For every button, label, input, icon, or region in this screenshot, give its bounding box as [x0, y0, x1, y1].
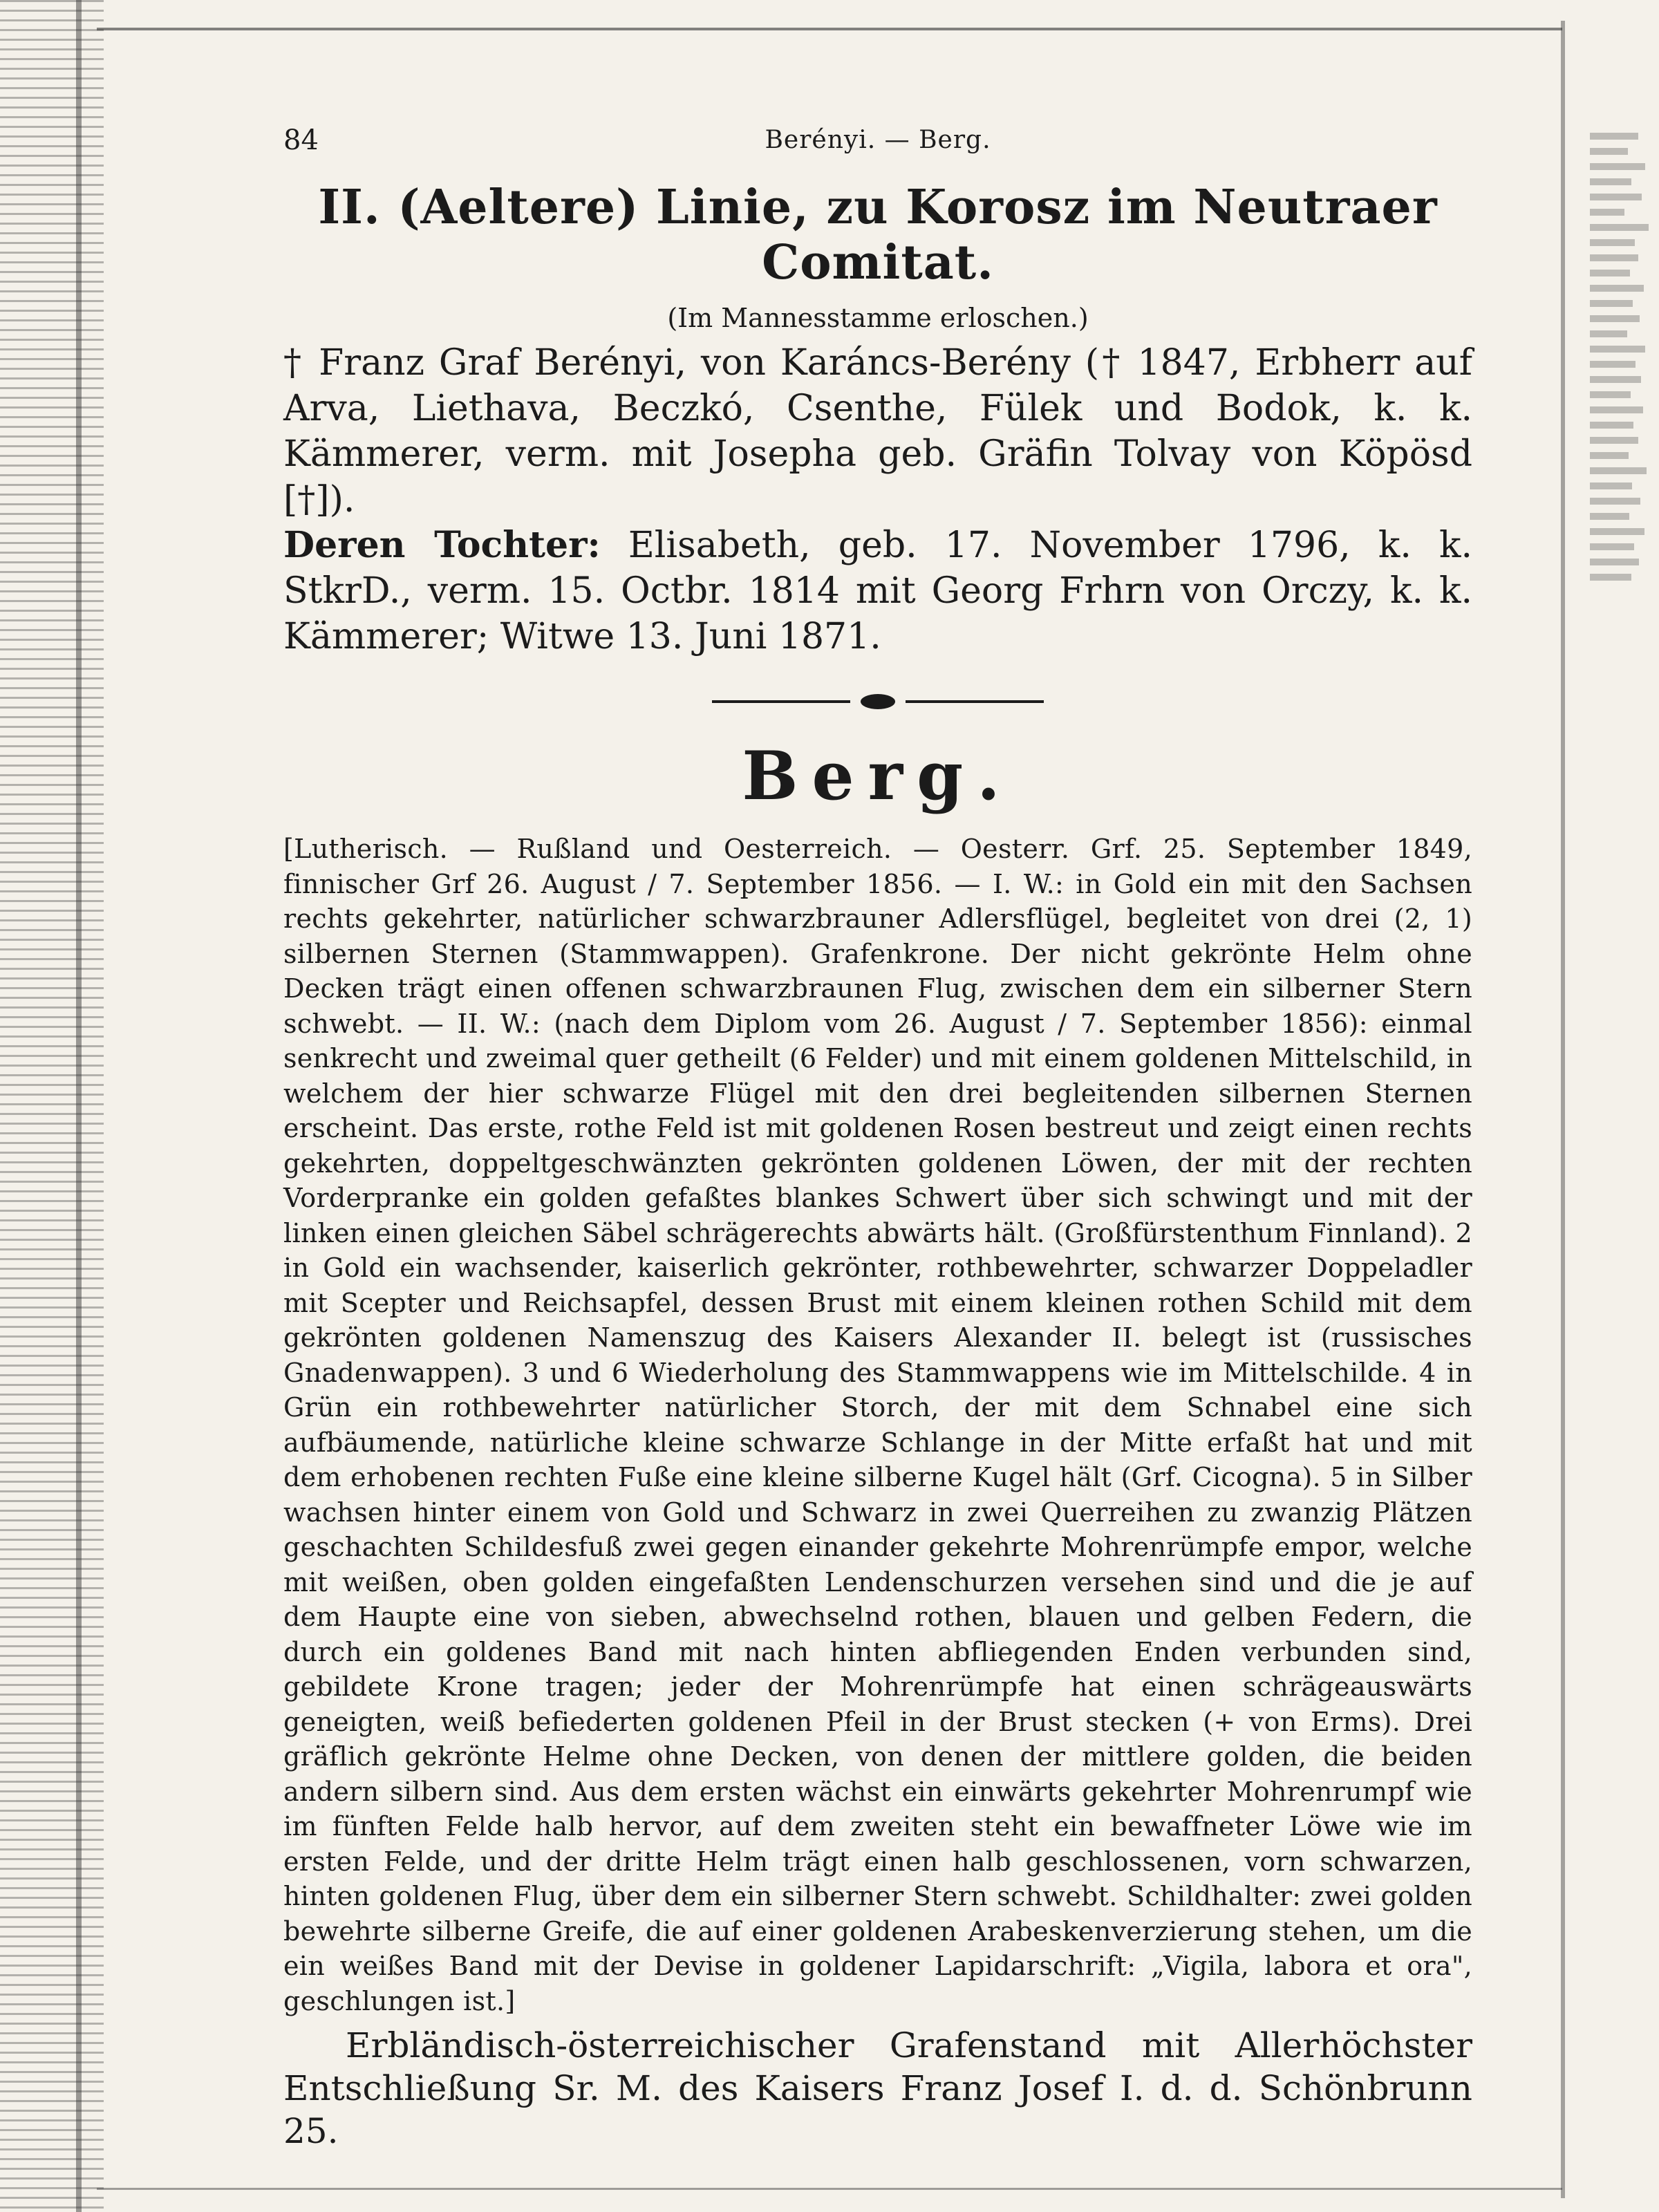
- daughter-lead: Deren Tochter:: [283, 524, 601, 566]
- genealogy-entry: [283, 340, 1472, 659]
- section-subtitle: (Im Mannesstamme erloschen.): [667, 303, 1089, 333]
- adjacent-page-strip: [1590, 124, 1659, 2129]
- main-title: Berg.: [742, 737, 1014, 815]
- scan-left-edge: [0, 0, 104, 2212]
- running-title: Berényi. — Berg.: [765, 126, 991, 154]
- page-number: 84: [283, 124, 319, 156]
- scan-top-rule: [97, 28, 1562, 30]
- body-text: [283, 832, 1472, 2018]
- scan-left-rule: [76, 0, 82, 2212]
- entry-franz: † Franz Graf Berényi, von Karáncs-Berény († 1847, Erbherr auf Arva, Liethava, Beczkó, Csenthe, Fülek und Bodok, k. k. Kämmerer, verm. mit Josepha geb. Gräfin Tolvay von Köpösd [†]).: [283, 342, 1472, 521]
- scan-right-rule: [1561, 21, 1565, 2198]
- book-page: [283, 111, 1472, 2153]
- closing-paragraph: Erbländisch-österreichischer Grafenstand mit Allerhöchster Entschließung Sr. M. des Kaisers Franz Josef I. d. d. Schönbrunn 25.: [283, 2025, 1472, 2151]
- scan-bottom-rule: [97, 2188, 1562, 2190]
- daughter-text: Elisabeth, geb. 17. November 1796, k. k. StkrD., verm. 15. Octbr. 1814 mit Georg Frhrn von Orczy, k. k. Kämmerer; Witwe 13. Juni 1871.: [283, 525, 1472, 657]
- entry-daughter: [283, 523, 1472, 659]
- page-header: [283, 111, 1472, 159]
- divider-ornament: [712, 691, 1044, 712]
- section-title: II. (Aeltere) Linie, zu Korosz im Neutraer Comitat.: [318, 180, 1438, 290]
- body-paragraph: [Lutherisch. — Rußland und Oesterreich. — Oesterr. Grf. 25. September 1849, finnischer Grf 26. August / 7. September 1856. — I. W.: in Gold ein mit den Sachsen rechts gekehrter, natürlicher schwarzbrauner Adlersflügel, begleitet von drei (2, 1) silbernen Sternen (Stammwappen). Grafenkrone. Der nicht gekrönte Helm ohne Decken trägt einen offenen schwarzbraunen Flug, zwischen dem ein silberner Stern schwebt. — II. W.: (nach dem Diplom vom 26. August / 7. September 1856): einmal senkrecht und zweimal quer getheilt (6 Felder) und mit einem goldenen Mittelschild, in welchem der hier schwarze Flügel mit den drei begleitenden silbernen Sternen erscheint. Das erste, rothe Feld ist mit goldenen Rosen bestreut und zeigt einen rechts gekehrten, doppeltgeschwänzten gekrönten goldenen Löwen, der mit der rechten Vorderpranke ein golden gefaßtes blankes Schwert über sich schwingt und mit der linken einen gleichen Säbel schrägerechts abwärts hält. (Großfürstenthum Finnland). 2 in Gold ein wachsender, kaiserlich gekrönter, rothbewehrter, schwarzer Doppeladler mit Scepter und Reichsapfel, dessen Brust mit einem kleinen rothen Schild mit dem gekrönten goldenen Namenszug des Kaisers Alexander II. belegt ist (russisches Gnadenwappen). 3 und 6 Wiederholung des Stammwappens wie im Mittelschilde. 4 in Grün ein rothbewehrter natürlicher Storch, der mit dem Schnabel eine sich aufbäumende, natürliche kleine schwarze Schlange in der Mitte erfaßt hat und mit dem erhobenen rechten Fuße eine kleine silberne Kugel hält (Grf. Cicogna). 5 in Silber wachsen hinter einem von Gold und Schwarz in zwei Querreihen zu zwanzig Plätzen geschachten Schildesfuß zwei gegen einander gekehrte Mohrenrümpfe empor, welche mit weißen, oben golden eingefaßten Lendenschurzen versehen sind und die je auf dem Haupte eine von sieben, abwechselnd rothen, blauen und gelben Federn, die durch ein goldenes Band mit nach hinten abfliegenden Enden verbunden sind, gebildete Krone tragen; jeder der Mohrenrümpfe hat einen schrägeauswärts geneigten, weiß befiederten goldenen Pfeil in der Brust stecken (+ von Erms). Drei gräflich gekrönte Helme ohne Decken, von denen der mittlere golden, die beiden andern silbern sind. Aus dem ersten wächst ein einwärts gekehrter Mohrenrumpf wie im fünften Felde halb hervor, auf dem zweiten steht ein bewaffneter Löwe wie im ersten Felde, und der dritte Helm trägt einen halb geschlossenen, vorn schwarzen, hinten goldenen Flug, über dem ein silberner Stern schwebt. Schildhalter: zwei golden bewehrte silberne Greife, die auf einer goldenen Arabeskenverzierung stehen, um die ein weißes Band mit der Devise in goldener Lapidarschrift: „Vigila, labora et ora", geschlungen ist.]: [283, 834, 1472, 2016]
